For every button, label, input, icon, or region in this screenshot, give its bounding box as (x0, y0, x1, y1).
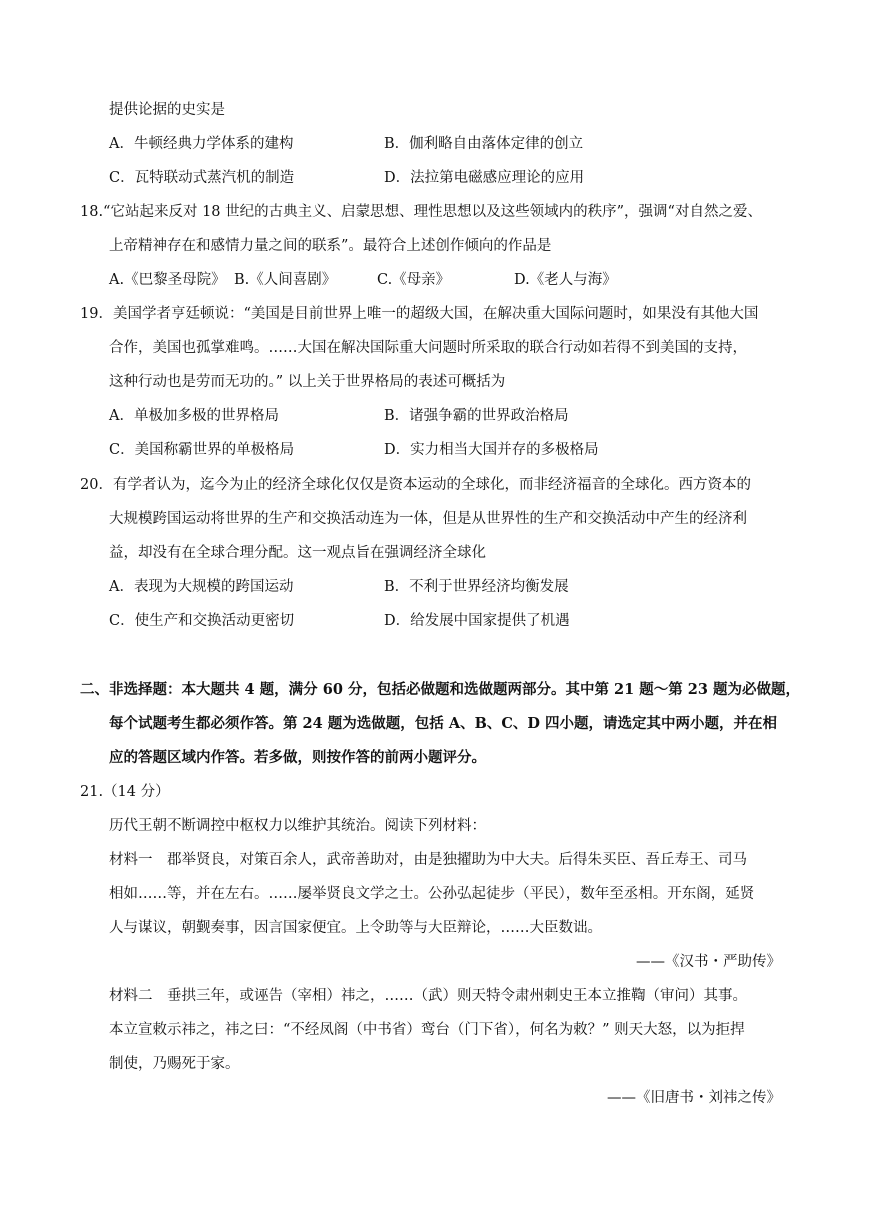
q20-option-b: B．不利于世界经济均衡发展 (384, 579, 569, 595)
q21-material2-line3: 制使，乃赐死于家。 (109, 1056, 240, 1072)
q19-stem-line3: 这种行动也是劳而无功的。” 以上关于世界格局的表述可概括为 (109, 374, 506, 390)
section2-heading-line3: 应的答题区域内作答。若多做，则按作答的前两小题评分。 (109, 749, 486, 766)
q18-stem-line1: 18.“它站起来反对 18 世纪的古典主义、启蒙思想、理性思想以及这些领域内的秩序”，强调“对自然之爱、 (80, 204, 762, 220)
q20-stem-line3: 益，却没有在全球合理分配。这一观点旨在强调经济全球化 (109, 545, 486, 561)
q19-stem-line1: 19．美国学者亨廷顿说：“美国是目前世界上唯一的超级大国，在解决重大国际问题时，如果没有其他大国 (80, 306, 759, 322)
q20-stem-line2: 大规模跨国运动将世界的生产和交换活动连为一体，但是从世界性的生产和交换活动中产生的经济利 (109, 511, 747, 527)
q17-option-b: B．伽利略自由落体定律的创立 (384, 136, 584, 152)
q20-option-d: D．给发展中国家提供了机遇 (384, 613, 570, 629)
q21-material2-line1: 材料二 垂拱三年，或诬告（宰相）祎之，……（武）则天特令肃州刺史王本立推鞫（审问）其事。 (109, 988, 747, 1004)
q18-option-c: C.《母亲》 (377, 272, 451, 288)
q19-option-c: C．美国称霸世界的单极格局 (109, 442, 295, 458)
q21-material1-line1: 材料一 郡举贤良，对策百余人，武帝善助对，由是独擢助为中大夫。后得朱买臣、吾丘寿王、司马 (109, 852, 747, 868)
q21-material1-source: ——《汉书・严助传》 (636, 954, 781, 970)
q21-material2-source: ——《旧唐书・刘祎之传》 (607, 1090, 781, 1106)
section2-heading-line1: 二、非选择题：本大题共 4 题，满分 60 分，包括必做题和选做题两部分。其中第 21 题～第 23 题为必做题， (80, 681, 801, 698)
q18-option-b: B.《人间喜剧》 (234, 272, 337, 288)
q21-intro: 历代王朝不断调控中枢权力以维护其统治。阅读下列材料： (109, 818, 486, 834)
q21-material1-line2: 相如……等，并在左右。……屡举贤良文学之士。公孙弘起徒步（平民），数年至丞相。开东阁，延贤 (109, 886, 755, 902)
q19-option-d: D．实力相当大国并存的多极格局 (384, 442, 599, 458)
q17-stem-tail: 提供论据的史实是 (109, 102, 225, 118)
q20-option-c: C．使生产和交换活动更密切 (109, 613, 295, 629)
q18-option-a: A.《巴黎圣母院》 (109, 272, 226, 288)
q21-material2-line2: 本立宣敕示祎之，祎之曰：“不经凤阁（中书省）鸾台（门下省），何名为敕？” 则天大怒，以为拒捍 (109, 1022, 745, 1038)
q20-stem-line1: 20．有学者认为，迄今为止的经济全球化仅仅是资本运动的全球化，而非经济福音的全球化。西方资本的 (80, 477, 751, 493)
q18-stem-line2: 上帝精神存在和感情力量之间的联系”。最符合上述创作倾向的作品是 (109, 238, 552, 254)
q17-option-d: D．法拉第电磁感应理论的应用 (384, 170, 585, 186)
q19-option-a: A．单极加多极的世界格局 (109, 408, 279, 424)
q20-option-a: A．表现为大规模的跨国运动 (109, 579, 294, 595)
q18-option-d: D.《老人与海》 (514, 272, 617, 288)
q21-heading: 21.（14 分） (80, 784, 170, 800)
q17-option-c: C．瓦特联动式蒸汽机的制造 (109, 170, 295, 186)
q19-option-b: B．诸强争霸的世界政治格局 (384, 408, 569, 424)
section2-heading-line2: 每个试题考生都必须作答。第 24 题为选做题，包括 A、B、C、D 四小题，请选定其中两小题，并在相 (109, 715, 777, 732)
q17-option-a: A．牛顿经典力学体系的建构 (109, 136, 294, 152)
q21-material1-line3: 人与谋议，朝觐奏事，因言国家便宜。上令助等与大臣辩论，……大臣数诎。 (109, 920, 602, 936)
q19-stem-line2: 合作，美国也孤掌难鸣。……大国在解决国际重大问题时所采取的联合行动如若得不到美国的支持， (109, 340, 747, 356)
